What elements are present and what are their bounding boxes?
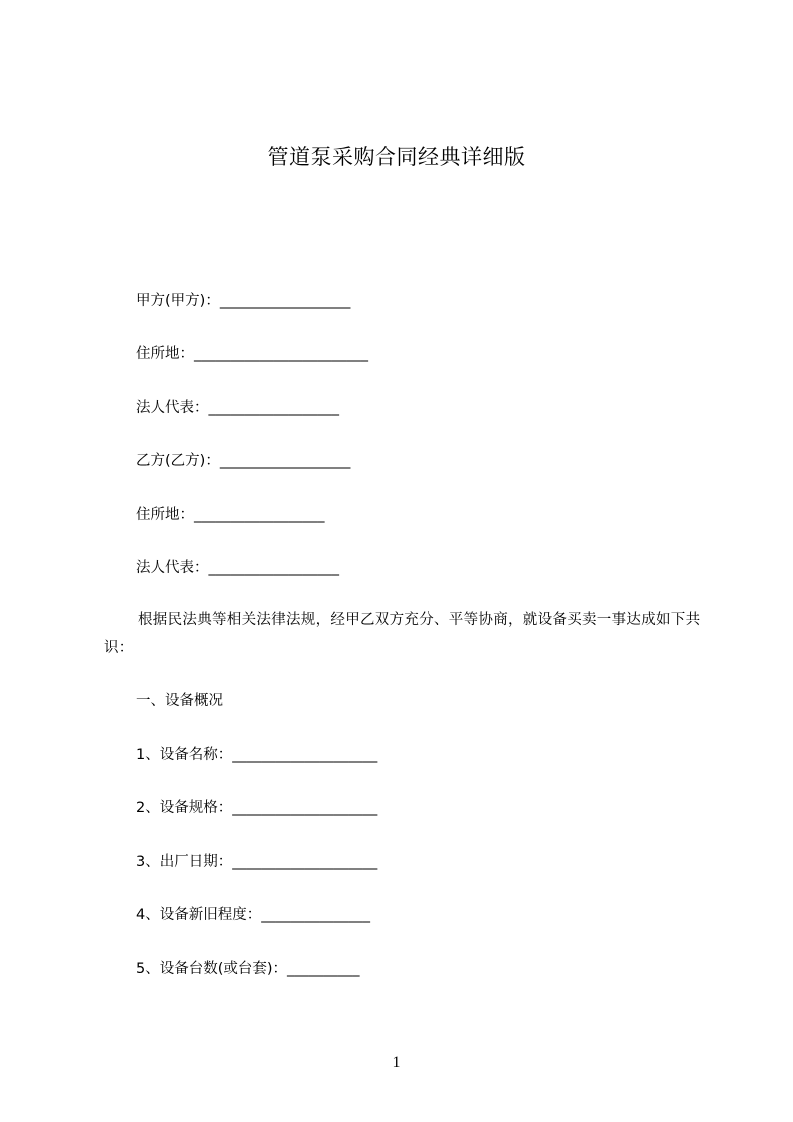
equipment-item: 2、设备规格：____________________ <box>136 800 378 816</box>
party-a-legal-rep-line: 法人代表：__________________ <box>136 400 339 416</box>
party-b-legal-rep-line: 法人代表：__________________ <box>136 560 339 576</box>
intro-paragraph: 根据民法典等相关法律法规，经甲乙双方充分、平等协商，就设备买卖一事达成如下共识： <box>104 612 701 656</box>
page-title: 管道泵采购合同经典详细版 <box>267 145 526 169</box>
equipment-item: 1、设备名称：____________________ <box>136 747 378 763</box>
party-b-name-line: 乙方(乙方)：__________________ <box>136 453 351 469</box>
party-b-address-line: 住所地：__________________ <box>136 507 325 523</box>
party-a-name-line: 甲方(甲方)：__________________ <box>136 293 351 309</box>
equipment-item: 3、出厂日期：____________________ <box>136 854 378 870</box>
equipment-item: 5、设备台数(或台套)：__________ <box>136 961 360 977</box>
section-heading: 一、设备概况 <box>136 693 223 709</box>
party-a-address-line: 住所地：________________________ <box>136 346 368 362</box>
equipment-item: 4、设备新旧程度：_______________ <box>136 907 370 923</box>
page-number: 1 <box>392 1054 401 1071</box>
